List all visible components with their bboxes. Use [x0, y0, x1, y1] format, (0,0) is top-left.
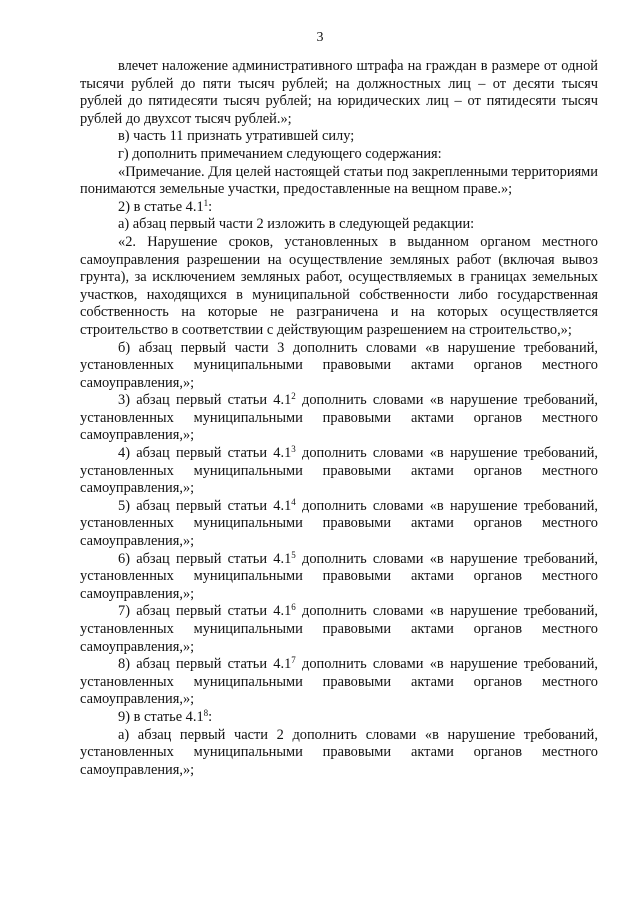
paragraph-item-2b: б) абзац первый части 3 дополнить словами «в нарушение требований, установленных муниципальными правовыми актами органов местного самоуправления,»; — [80, 339, 598, 391]
superscript: 7 — [291, 655, 296, 666]
paragraph-item-6 — [80, 551, 598, 604]
text-part: : — [208, 198, 213, 215]
document-body — [80, 58, 598, 779]
paragraph-item-v: в) часть 11 признать утратившей силу; — [118, 128, 355, 145]
superscript: 6 — [291, 602, 296, 613]
paragraph-new-part-2: «2. Нарушение сроков, установленных в выданном органом местного самоуправления разрешении на осуществление земляных работ (включая вывоз грунта), за исключением земляных работ, осуществляемых в границах земельных участков, находящихся в муниципальной собственности либо государственная собственность на которые не разграничена и на которых осуществляется строительство в соответствии с действующим разрешением на строительство,»; — [80, 233, 598, 338]
text-part: 2) в статье 4.1 — [118, 198, 204, 215]
text-part: 4) абзац первый статьи 4.1 — [118, 445, 292, 462]
text-part: : — [208, 708, 213, 725]
paragraph-item-9 — [80, 709, 598, 727]
text-part: 8) абзац первый статьи 4.1 — [118, 656, 292, 673]
superscript: 2 — [291, 391, 296, 402]
text-part: 6) абзац первый статьи 4.1 — [118, 550, 292, 567]
text-part: дополнить словами «в нарушение требований, установленных муниципальными правовыми актами органов местного самоуправления,»; — [80, 550, 598, 602]
text-part: 9) в статье 4.1 — [118, 708, 204, 725]
paragraph-item-g: г) дополнить примечанием следующего содержания: — [118, 145, 442, 162]
superscript: 8 — [203, 707, 209, 718]
paragraph-item-3 — [80, 392, 598, 445]
paragraph-penalty-continuation: влечет наложение административного штрафа на граждан в размере от одной тысячи рублей до пяти тысяч рублей; на должностных лиц – от десяти тысяч рублей до пятидесяти тысяч рублей; на юридических лиц – от пятидесяти тысяч рублей до двухсот тысяч рублей.»; — [80, 58, 598, 127]
text-part: 7) абзац первый статьи 4.1 — [118, 603, 292, 620]
paragraph-item-7 — [80, 603, 598, 656]
text-part: дополнить словами «в нарушение требований, установленных муниципальными правовыми актами органов местного самоуправления,»; — [80, 392, 598, 444]
paragraph-item-9a: а) абзац первый части 2 дополнить словами «в нарушение требований, установленных муниципальными правовыми актами органов местного самоуправления,»; — [80, 726, 598, 778]
superscript: 5 — [291, 549, 296, 560]
text-part: 3) абзац первый статьи 4.1 — [118, 392, 292, 409]
text-part: дополнить словами «в нарушение требований, установленных муниципальными правовыми актами органов местного самоуправления,»; — [80, 656, 598, 708]
superscript: 4 — [291, 496, 296, 507]
paragraph-note: «Примечание. Для целей настоящей статьи под закрепленными территориями понимаются земельные участки, предоставленные на вещном праве.»; — [80, 163, 598, 198]
superscript: 1 — [203, 197, 209, 208]
paragraph-item-5 — [80, 498, 598, 551]
paragraph-item-2a: а) абзац первый части 2 изложить в следующей редакции: — [118, 216, 475, 233]
text-part: дополнить словами «в нарушение требований, установленных муниципальными правовыми актами органов местного самоуправления,»; — [80, 497, 598, 550]
superscript: 3 — [291, 444, 296, 455]
paragraph-item-2 — [80, 199, 598, 217]
text-part: 5) абзац первый статьи 4.1 — [118, 497, 292, 514]
paragraph-item-4 — [80, 445, 598, 498]
text-part: дополнить словами «в нарушение требований, установленных муниципальными правовыми актами органов местного самоуправления,»; — [80, 603, 598, 655]
page-number: 3 — [316, 30, 324, 45]
text-part: дополнить словами «в нарушение требований, установленных муниципальными правовыми актами органов местного самоуправления,»; — [80, 445, 598, 497]
paragraph-item-8 — [80, 656, 598, 709]
